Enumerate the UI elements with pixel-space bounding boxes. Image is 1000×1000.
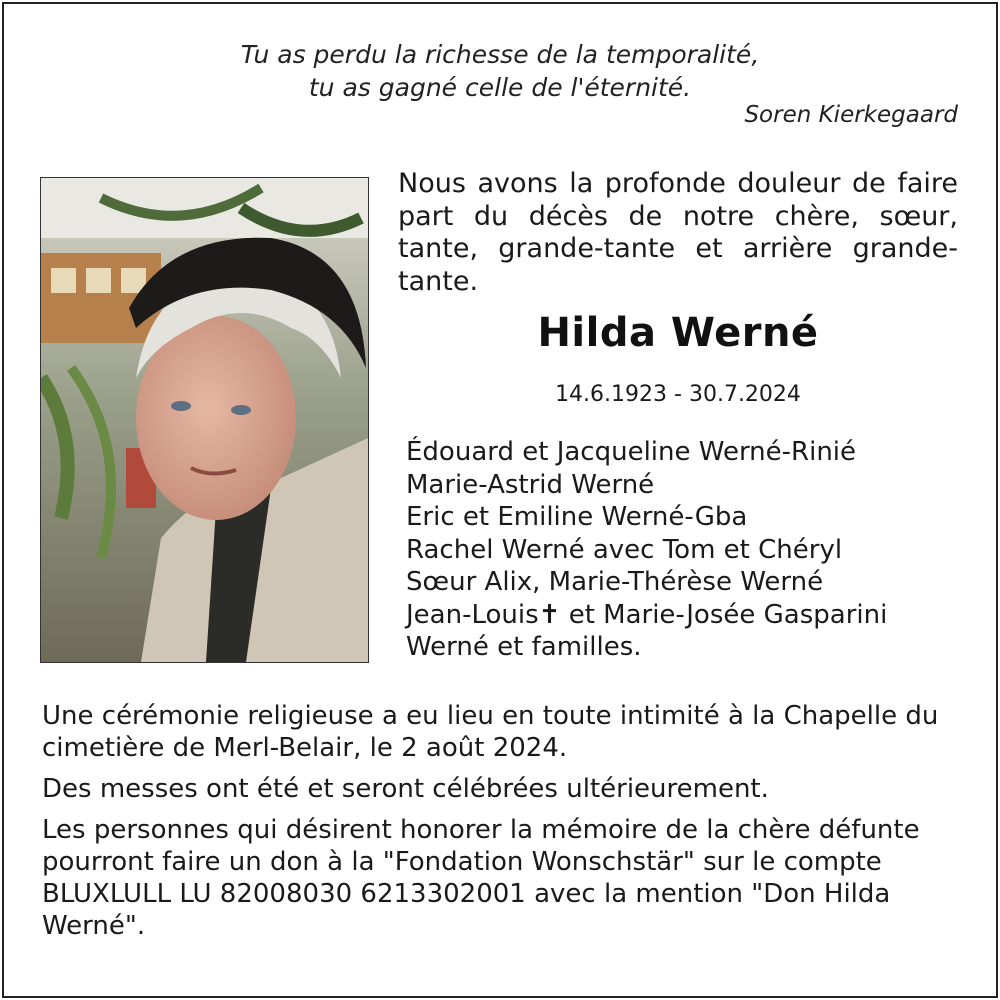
deceased-name: Hilda Werné (537, 310, 819, 356)
portrait-photo (40, 177, 369, 663)
quote-line-2: tu as gagné celle de l'éternité. (308, 73, 692, 102)
epigraph-quote (0, 38, 1000, 104)
donation-paragraph: Les personnes qui désirent honorer la mémoire de la chère défunte pourront faire un don à la "Fondation Wonschstär" sur le compte BLUXLULL LU 82008030 6213302001 avec la mention "Don Hilda Werné". (42, 815, 920, 941)
announcement-text: Nous avons la profonde douleur de faire part du décès de notre chère, sœur, tante, grande-tante et arrière grande-tante. (398, 168, 958, 297)
cross-icon: ✝ (538, 599, 561, 630)
family-list (406, 436, 986, 664)
family-line (406, 599, 986, 632)
masses-paragraph: Des messes ont été et seront célébrées ultérieurement. (42, 774, 769, 804)
family-line: Édouard et Jacqueline Werné-Rinié (406, 437, 857, 467)
quote-author: Soren Kierkegaard (744, 102, 958, 128)
details-section (42, 700, 972, 951)
ceremony-paragraph: Une cérémonie religieuse a eu lieu en toute intimité à la Chapelle du cimetière de Merl-Belair, le 2 août 2024. (42, 701, 939, 763)
family-line: Sœur Alix, Marie-Thérèse Werné (406, 567, 824, 597)
family-name-jean-louis: Jean-Louis (406, 599, 539, 630)
family-name-gasparini: et Marie-Josée Gasparini (560, 599, 888, 630)
family-line: Marie-Astrid Werné (406, 469, 655, 500)
family-line: Rachel Werné avec Tom et Chéryl (406, 534, 843, 565)
life-dates: 14.6.1923 - 30.7.2024 (555, 382, 801, 407)
family-line: Eric et Emiline Werné-Gba (406, 502, 748, 532)
family-line: Werné et familles. (406, 632, 642, 662)
portrait-illustration (41, 178, 368, 662)
quote-line-1: Tu as perdu la richesse de la temporalité, (240, 40, 760, 69)
